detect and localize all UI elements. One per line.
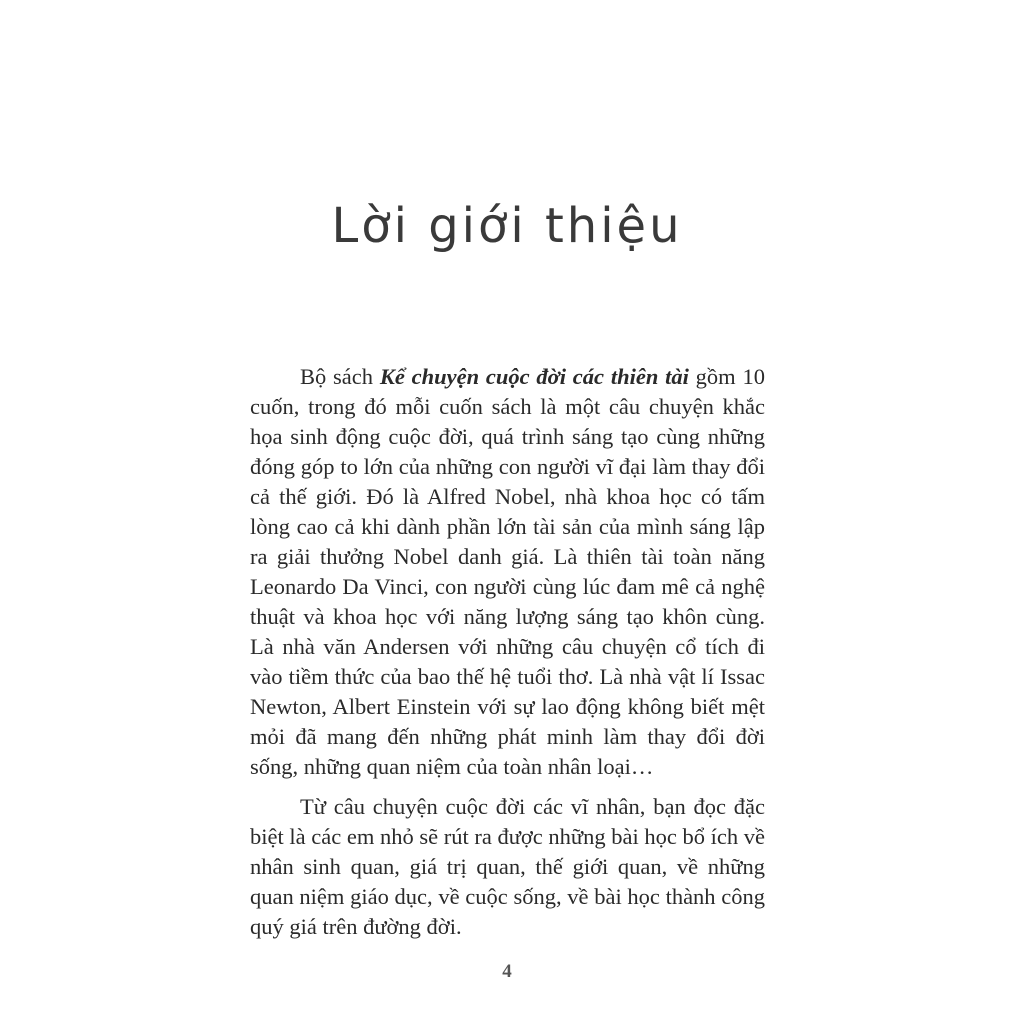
page-title: Lời giới thiệu	[331, 198, 683, 254]
book-series-title: Kể chuyện cuộc đời các thiên tài	[379, 364, 689, 389]
paragraph-intro-body: gồm 10 cuốn, trong đó mỗi cuốn sách là một câu chuyện khắc họa sinh động cuộc đời, quá trình sáng tạo cùng những đóng góp to lớn của những con người vĩ đại làm thay đổi cả thế giới. Đó là Alfred Nobel, nhà khoa học có tấm lòng cao cả khi dành phần lớn tài sản của mình sáng lập ra giải thưởng Nobel danh giá. Là thiên tài toàn năng Leonardo Da Vinci, con người cùng lúc đam mê cả nghệ thuật và khoa học với năng lượng sáng tạo khôn cùng. Là nhà văn Andersen với những câu chuyện cổ tích đi vào tiềm thức của bao thế hệ tuổi thơ. Là nhà vật lí Issac Newton, Albert Einstein với sự lao động không biết mệt mỏi đã mang đến những phát minh làm thay đổi đời sống, những quan niệm của toàn nhân loại…	[250, 364, 765, 779]
paragraph-lessons: Từ câu chuyện cuộc đời các vĩ nhân, bạn đọc đặc biệt là các em nhỏ sẽ rút ra được những bài học bổ ích về nhân sinh quan, giá trị quan, thế giới quan, về những quan niệm giáo dục, về cuộc sống, về bài học thành công quý giá trên đường đời.	[250, 794, 765, 939]
paragraph-intro-prefix: Bộ sách	[300, 364, 380, 389]
body-text	[250, 362, 765, 942]
paragraph-intro	[250, 362, 765, 782]
page-number: 4	[502, 961, 512, 982]
